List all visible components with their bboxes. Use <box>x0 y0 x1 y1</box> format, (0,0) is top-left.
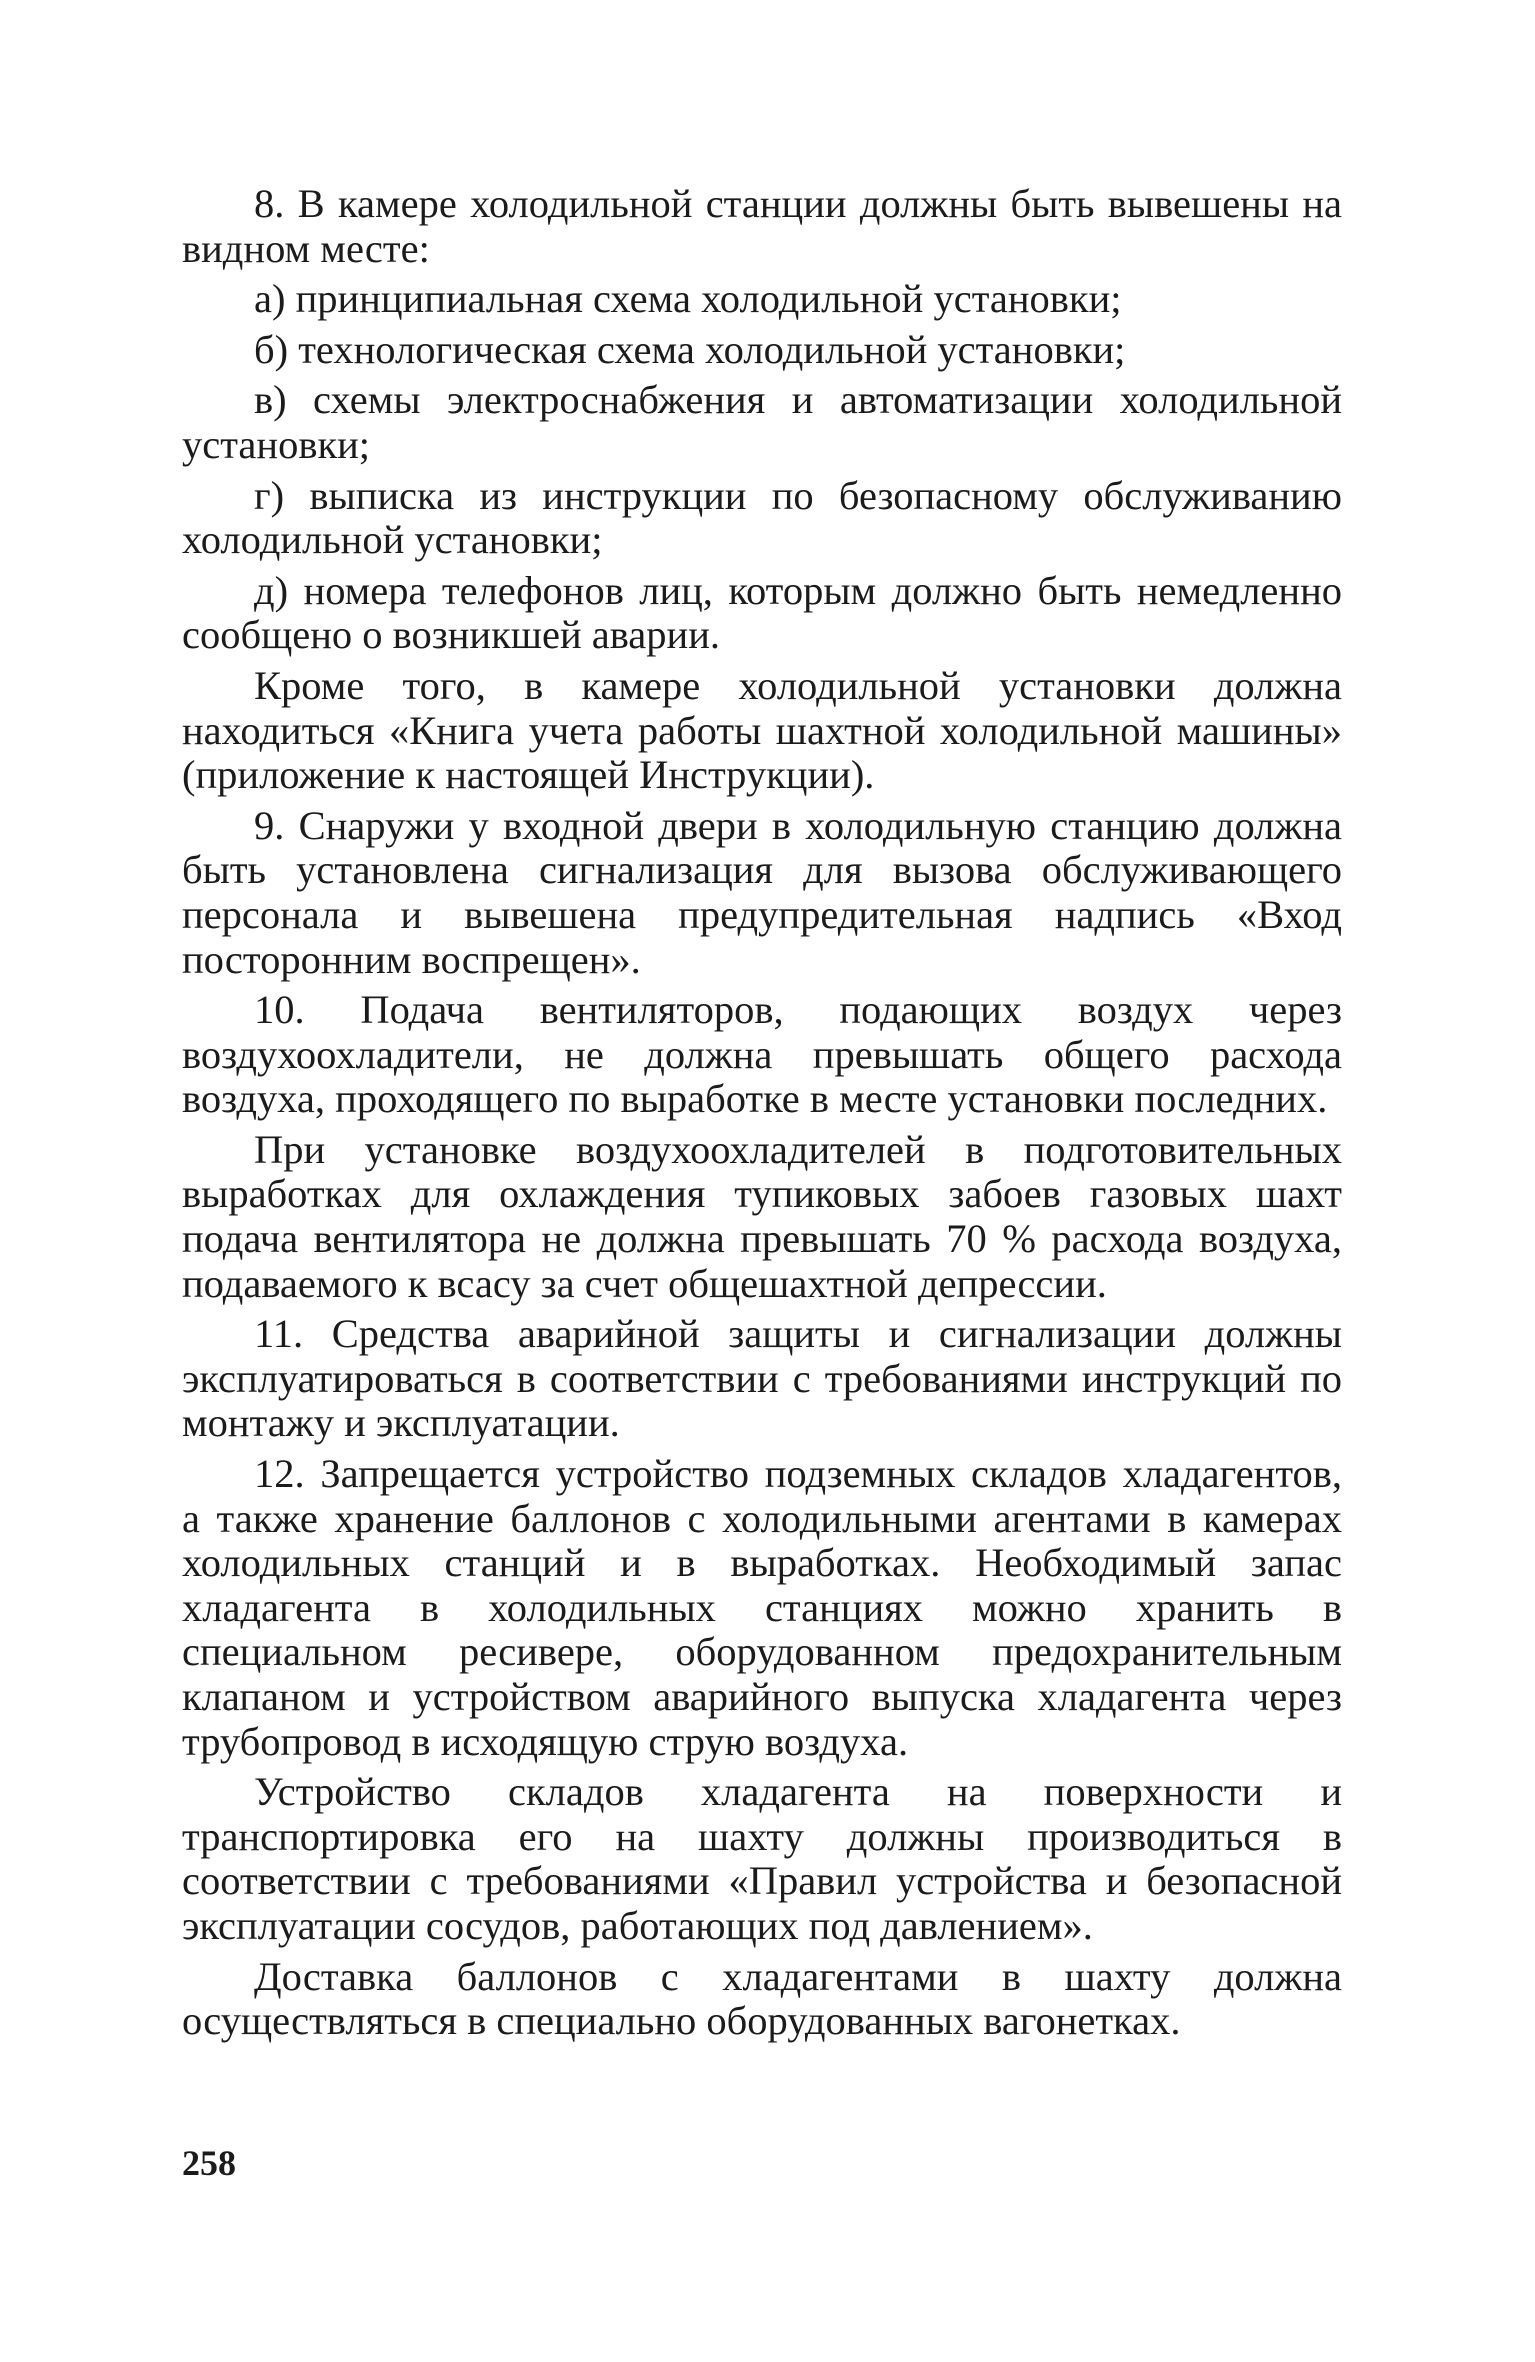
paragraph-surface-storage: Устройство складов хладагента на поверхности и транспортировка его на шахту должны производиться в соответствии с требованиями «Правил устройства и безопасной эксплуатации сосудов, работающих под давлением». <box>182 1769 1342 1948</box>
list-item-g: г) выписка из инструкции по безопасному обслуживанию холодильной установки; <box>182 472 1342 563</box>
list-item-d: д) номера телефонов лиц, которым должно быть немедленно сообщено о возникшей аварии. <box>182 567 1342 658</box>
paragraph-item-11: 11. Средства аварийной защиты и сигнализации должны эксплуатироваться в соответствии с требованиями инструкций по монтажу и эксплуатации. <box>182 1311 1342 1446</box>
paragraph-item-12: 12. Запрещается устройство подземных складов хладагентов, а также хранение баллонов с холодильными агентами в камерах холодильных станций и в выработках. Необходимый запас хладагента в холодильных станциях можно хранить в специальном ресивере, оборудованном предохранительным клапаном и устройством аварийного выпуска хладагента через трубопровод в исходящую струю воздуха. <box>182 1451 1342 1764</box>
list-item-b: б) технологическая схема холодильной установки; <box>254 326 1126 372</box>
paragraph-air-coolers: При установке воздухоохладителей в подготовительных выработках для охлаждения тупиковых забоев газовых шахт подача вентилятора не должна превышать 70 % расхода воздуха, подаваемого к всасу за счет общешахтной депрессии. <box>182 1126 1342 1306</box>
paragraph-cylinder-delivery: Доставка баллонов с хладагентами в шахту должна осуществляться в специально оборудованных вагонетках. <box>182 1953 1342 2044</box>
paragraph-item-8: 8. В камере холодильной станции должны быть вывешены на видном месте: <box>182 181 1342 271</box>
list-item-a: а) принципиальная схема холодильной установки; <box>254 276 1122 322</box>
paragraph-item-9: 9. Снаружи у входной двери в холодильную станцию должна быть установлена сигнализация для вызова обслуживающего персонала и вывешена предупредительная надпись «Вход посторонним воспрещен». <box>182 802 1342 982</box>
paragraph-item-10: 10. Подача вентиляторов, подающих воздух через воздухоохладители, не должна превышать общего расхода воздуха, проходящего по выработке в месте установки последних. <box>182 987 1342 1122</box>
list-item-v: в) схемы электроснабжения и автоматизации холодильной установки; <box>182 377 1342 467</box>
paragraph-logbook: Кроме того, в камере холодильной установки должна находиться «Книга учета работы шахтной холодильной машины» (приложение к настоящей Инструкции). <box>182 662 1342 798</box>
page-body <box>182 182 1342 2050</box>
page-number: 258 <box>182 2143 236 2183</box>
